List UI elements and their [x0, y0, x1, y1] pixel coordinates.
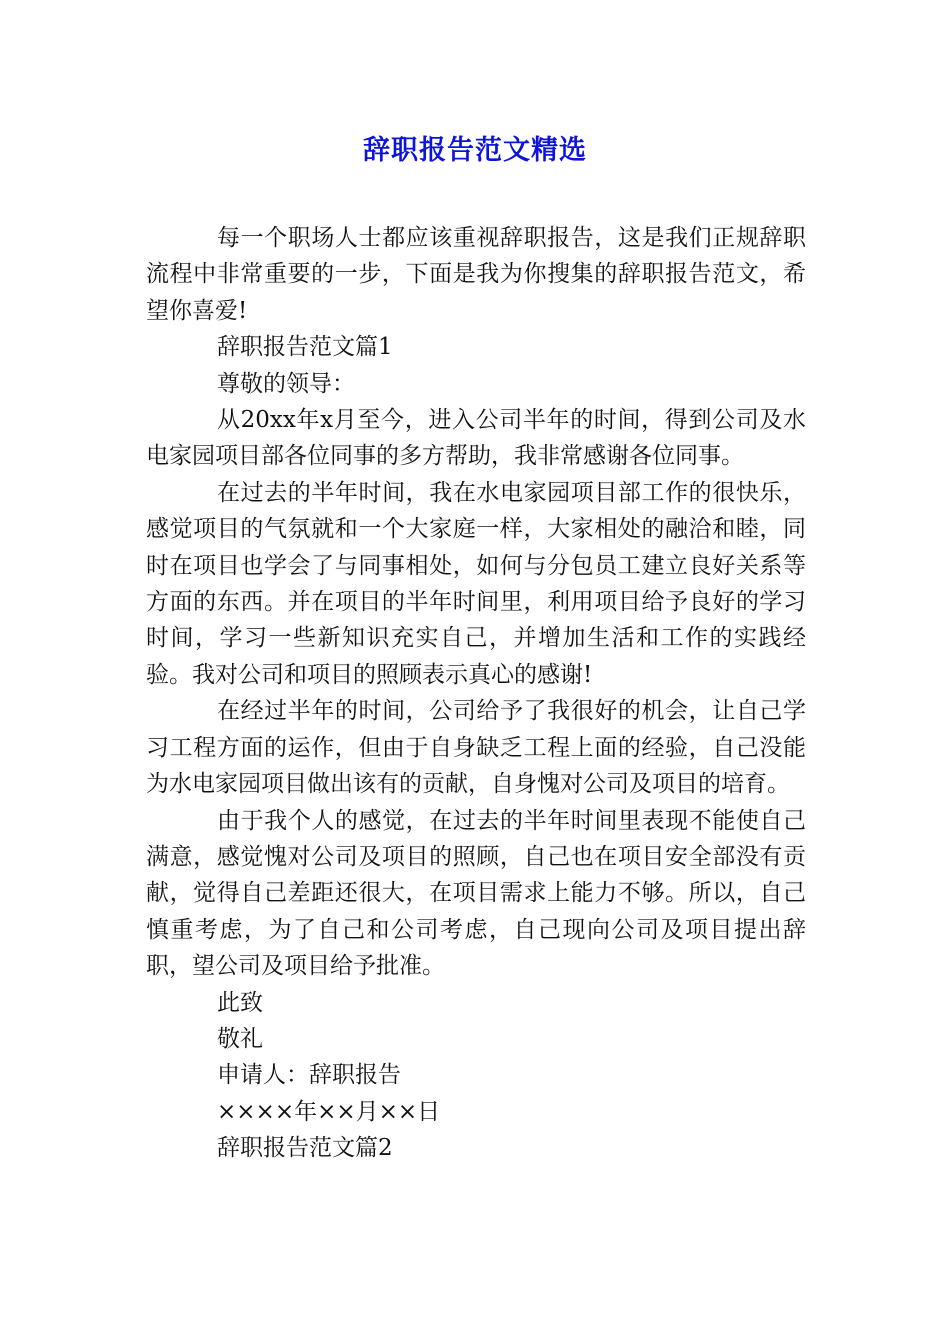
closing-line: 此致 [217, 989, 263, 1016]
closing-line: 敬礼 [217, 1025, 263, 1052]
section-heading-1: 辞职报告范文篇1 [217, 334, 393, 361]
section-heading-2: 辞职报告范文篇2 [217, 1135, 393, 1162]
document-body [146, 220, 806, 1167]
body-paragraph: 在过去的半年时间，我在水电家园项目部工作的很快乐，感觉项目的气氛就和一个大家庭一样，大家相处的融洽和睦，同时在项目也学会了与同事相处，如何与分包员工建立良好关系等方面的东西。并在项目的半年时间里，利用项目给予良好的学习时间，学习一些新知识充实自己，并增加生活和工作的实践经验。我对公司和项目的照顾表示真心的感谢! [146, 479, 806, 688]
body-paragraph: 由于我个人的感觉，在过去的半年时间里表现不能使自己满意，感觉愧对公司及项目的照顾，自己也在项目安全部没有贡献，觉得自己差距还很大，在项目需求上能力不够。所以，自己慎重考虑，为了自己和公司考虑，自己现向公司及项目提出辞职，望公司及项目给予批准。 [146, 807, 806, 980]
salutation: 尊敬的领导： [217, 370, 355, 397]
date-line: ××××年××月××日 [217, 1098, 441, 1125]
body-paragraph: 从20xx年x月至今，进入公司半年的时间，得到公司及水电家园项目部各位同事的多方帮助，我非常感谢各位同事。 [146, 407, 806, 470]
applicant-line: 申请人：辞职报告 [217, 1062, 401, 1089]
document-title: 辞职报告范文精选 [363, 135, 587, 166]
body-paragraph: 在经过半年的时间，公司给予了我很好的机会，让自己学习工程方面的运作，但由于自身缺乏工程上面的经验，自己没能为水电家园项目做出该有的贡献，自身愧对公司及项目的培育。 [146, 698, 806, 798]
intro-paragraph: 每一个职场人士都应该重视辞职报告，这是我们正规辞职流程中非常重要的一步，下面是我为你搜集的辞职报告范文，希望你喜爱! [146, 225, 806, 324]
